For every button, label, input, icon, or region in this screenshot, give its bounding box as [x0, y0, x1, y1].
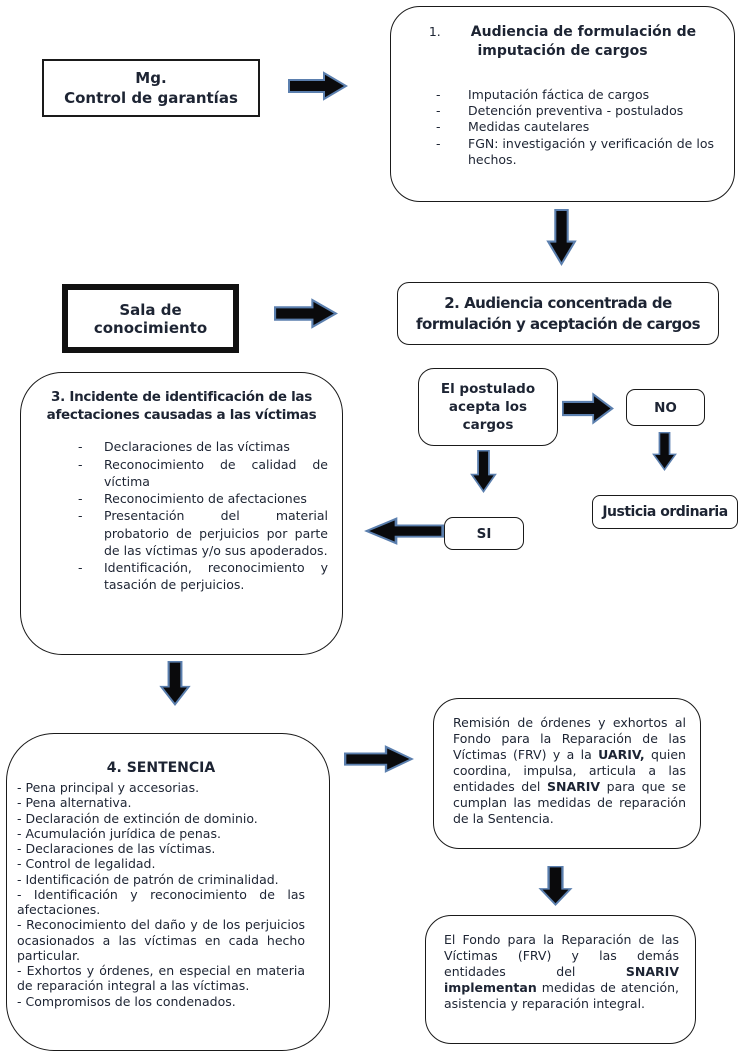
node-decision-si-label: SI	[476, 525, 492, 542]
node-sentencia	[6, 733, 330, 1051]
list-item: - Pena alternativa.	[17, 795, 132, 811]
arrow-right-icon	[562, 391, 614, 426]
list-item: - FGN: investigación y verificación de los hechos.	[436, 135, 714, 167]
node-justicia-ordinaria-label: Justicia ordinaria	[602, 504, 728, 520]
node-sentencia-title: 4. SENTENCIA	[106, 760, 216, 776]
list-item: - Reconocimiento de calidad de víctima	[78, 456, 328, 489]
list-item: - Identificación, reconocimiento y tasación de perjuicios.	[78, 560, 328, 593]
node-audiencia-imputacion	[390, 6, 735, 202]
node-audiencia-concentrada-title: 2. Audiencia concentrada de formulación y aceptación de cargos	[415, 294, 700, 333]
list-item: - Detención preventiva - postulados	[436, 103, 684, 119]
list-item: - Declaraciones de las víctimas.	[17, 841, 216, 856]
node-audiencia-concentrada	[397, 282, 719, 345]
arrow-down-icon	[469, 450, 498, 493]
list-item: - Presentación del material probatorio de perjuicios por parte de las víctimas y/o sus apoderados.	[78, 508, 328, 558]
arrow-right-icon	[274, 297, 338, 330]
node-postulado-acepta-label: El postulado acepta los cargos	[440, 380, 536, 434]
arrow-down-icon	[158, 661, 192, 706]
list-item: - Declaraciones de las víctimas	[78, 439, 290, 455]
list-item: - Identificación y reconocimiento de las afectaciones.	[17, 886, 305, 917]
arrow-down-icon	[537, 866, 574, 906]
list-item: - Compromisos de los condenados.	[17, 993, 236, 1009]
node-fondo-reparacion	[425, 915, 696, 1044]
node-decision-no	[626, 389, 705, 426]
arrow-left-icon	[364, 516, 444, 546]
arrow-down-icon	[545, 209, 578, 266]
arrow-right-icon	[344, 744, 414, 774]
list-item: - Declaración de extinción de dominio.	[17, 810, 258, 826]
node-incidente-afectaciones	[20, 372, 343, 655]
node-control-garantias	[42, 59, 260, 117]
node-sentencia-list	[17, 780, 305, 1009]
node-decision-si	[444, 517, 524, 550]
node-remision-ordenes-text: Remisión de órdenes y exhortos al Fondo para la Reparación de las Víctimas (FRV) y a la UARIV, quien coordina, impulsa, articula a las entidades del SNARIV para que se cumplan las medidas de reparación de la Sentencia.	[453, 715, 686, 826]
list-item: - Imputación fáctica de cargos	[436, 86, 650, 102]
list-item: - Control de legalidad.	[17, 856, 156, 872]
node-audiencia-imputacion-title: 1. Audiencia de formulación de imputación de cargos	[428, 24, 697, 59]
node-control-garantias-label: Mg. Control de garantías	[64, 68, 238, 107]
node-audiencia-imputacion-list	[391, 87, 734, 168]
list-item: - Medidas cautelares	[436, 119, 590, 135]
node-decision-no-label: NO	[654, 399, 677, 416]
node-sala-conocimiento-label: Sala de conocimiento	[93, 300, 208, 337]
list-item: - Exhortos y órdenes, en especial en materia de reparación integral a las víctimas.	[17, 963, 305, 994]
node-justicia-ordinaria	[592, 495, 738, 529]
arrow-down-icon	[651, 432, 678, 471]
list-item: - Reconocimiento del daño y de los perjuicios ocasionados a las víctimas en cada hecho particular.	[17, 917, 305, 963]
node-remision-ordenes	[433, 698, 701, 849]
arrow-right-icon	[288, 70, 348, 102]
list-item: - Acumulación jurídica de penas.	[17, 825, 221, 841]
node-fondo-reparacion-text: El Fondo para la Reparación de las Víctimas (FRV) y las demás entidades del SNARIV implementan medidas de atención, asistencia y reparación integral.	[444, 932, 679, 1011]
node-postulado-acepta	[418, 368, 558, 446]
node-incidente-afectaciones-list	[21, 438, 342, 593]
list-item: - Reconocimiento de afectaciones	[78, 491, 307, 507]
node-sala-conocimiento	[62, 284, 239, 353]
list-item: - Identificación de patrón de criminalidad.	[17, 871, 279, 887]
list-item: - Pena principal y accesorias.	[17, 780, 200, 795]
node-incidente-afectaciones-title: 3. Incidente de identificación de las afectaciones causadas a las víctimas	[46, 389, 317, 424]
